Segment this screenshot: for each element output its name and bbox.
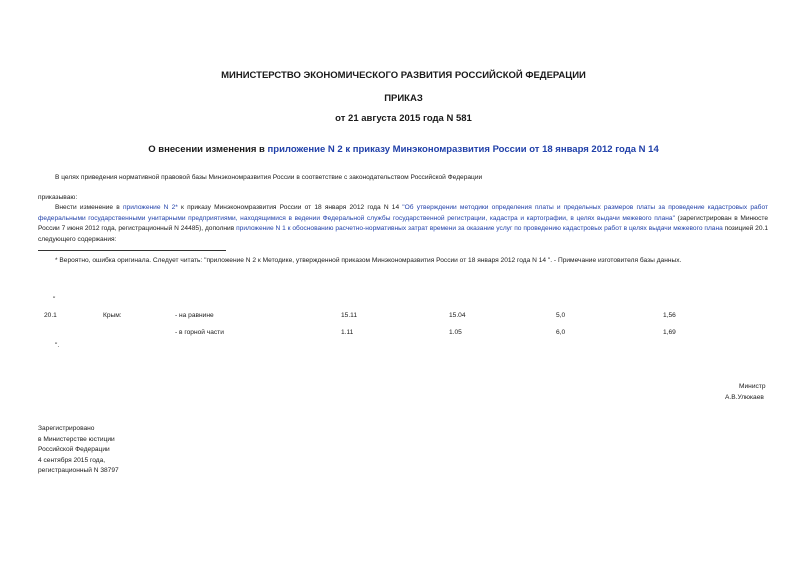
registration-line: 4 сентября 2015 года,: [38, 456, 106, 464]
document-type: ПРИКАЗ: [384, 93, 423, 104]
registration-line: регистрационный N 38797: [38, 467, 119, 474]
order-paragraph: [38, 203, 768, 245]
registration-line: в Министерстве юстиции: [38, 435, 115, 443]
row2-value-3: 6,0: [556, 329, 566, 336]
paragraph-link-justification[interactable]: приложение N 1 к обоснованию расчетно-нормативных затрат времени за оказание услуг по проведению кадастровых работ в целях выдачи межевого плана: [236, 225, 723, 233]
paragraph-text-4: позицией 20.1 следующего содержания:: [38, 225, 769, 243]
footnote-separator: [38, 250, 226, 251]
paragraph-link-appendix[interactable]: приложение N 2*: [122, 204, 178, 211]
row2-value-4: 1,69: [663, 329, 676, 336]
row2-value-1: 1.11: [341, 329, 354, 336]
signature-name: А.В.Улюкаев: [725, 394, 764, 401]
registration-block: [38, 424, 119, 477]
paragraph-link-methodology[interactable]: "Об утверждении методики определения платы и предельных размеров платы за проведение кадастровых работ федеральными государственными унитарными предприятиями, находящимися в ведении Федеральной службы государственной регистрации, кадастра и картографии, в целях выдачи межевого плана": [38, 204, 768, 222]
table-open-quote: ": [53, 296, 56, 303]
row1-region: Крым:: [103, 312, 122, 319]
registration-line: Российской Федерации: [38, 446, 110, 453]
row1-value-2: 15.04: [449, 312, 466, 319]
paragraph-text-2: к приказу Минэкономразвития России от 18 января 2012 года N 14: [177, 204, 403, 211]
ministry-name: МИНИСТЕРСТВО ЭКОНОМИЧЕСКОГО РАЗВИТИЯ РОССИЙСКОЙ ФЕДЕРАЦИИ: [221, 70, 586, 81]
intro-text: В целях приведения нормативной правовой базы Минэкономразвития России в соответствие с законодательством Российской Федерации: [55, 174, 483, 181]
footnote: * Вероятно, ошибка оригинала. Следует читать: "приложение N 2 к Методике, утвержденной приказом Минэкономразвития России от 18 января 2012 года N 14 ". - Примечание изготовителя базы данных.: [55, 257, 682, 264]
row2-terrain: - в горной части: [175, 329, 224, 336]
row1-terrain: - на равнине: [175, 312, 214, 319]
table-close-quote: ".: [55, 342, 60, 349]
document-date-number: от 21 августа 2015 года N 581: [335, 113, 472, 124]
order-word: приказываю:: [38, 194, 78, 201]
document-title: [0, 144, 807, 155]
title-prefix: О внесении изменения в: [148, 144, 268, 155]
row2-value-2: 1.05: [449, 329, 462, 336]
row1-value-3: 5,0: [556, 312, 566, 319]
title-link[interactable]: приложение N 2 к приказу Минэкономразвития России от 18 января 2012 года N 14: [267, 144, 659, 155]
row1-value-4: 1,56: [663, 312, 676, 319]
paragraph-text-3: (зарегистрирован в Минюсте России 7 июня 2012 года, регистрационный N 24485), дополнив: [38, 214, 768, 233]
row1-number: 20.1: [44, 312, 57, 319]
paragraph-text-1: Внести изменение в: [55, 204, 123, 211]
registration-line: Зарегистрировано: [38, 425, 95, 432]
signature-position: Министр: [739, 383, 766, 390]
row1-value-1: 15.11: [341, 312, 358, 319]
